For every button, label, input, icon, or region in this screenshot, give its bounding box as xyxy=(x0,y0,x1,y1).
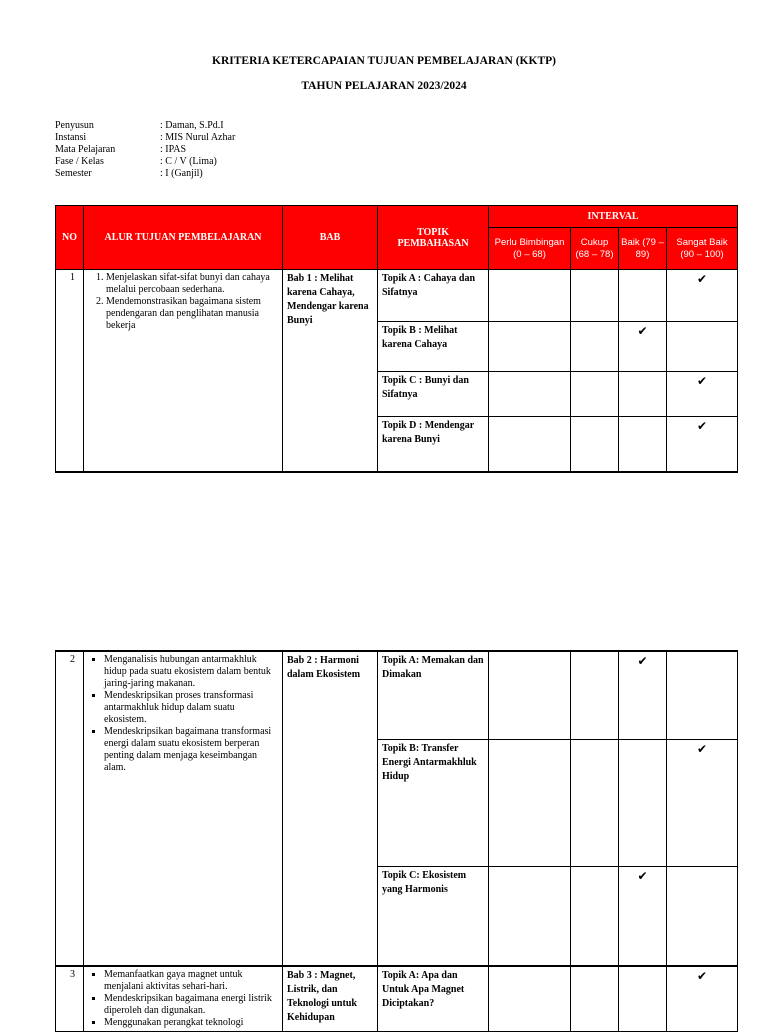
interval-cell-sangat xyxy=(667,739,738,866)
interval-cell-perlu xyxy=(489,322,571,372)
alur-list xyxy=(88,272,278,332)
info-value: : C / V (Lima) xyxy=(160,156,217,167)
table-row xyxy=(56,651,738,739)
interval-cell-baik xyxy=(619,966,667,1032)
kktp-table-continued xyxy=(55,650,738,1032)
header-alur: ALUR TUJUAN PEMBELAJARAN xyxy=(84,206,283,270)
interval-cell-sangat xyxy=(667,372,738,417)
header-bab: BAB xyxy=(283,206,378,270)
alur-cell xyxy=(84,966,283,1032)
topik-cell: Topik B : Melihat karena Cahaya xyxy=(378,322,489,372)
interval-cell-cukup xyxy=(571,739,619,866)
topik-cell: Topik C: Ekosistem yang Harmonis xyxy=(378,866,489,966)
interval-cell-baik xyxy=(619,866,667,966)
alur-item: ▪ Mendeskripsikan bagaimana transformasi energi dalam suatu ekosistem berperan penting dalam menjaga keseimbangan alam. xyxy=(104,726,278,774)
topik-cell: Topik B: Transfer Energi Antarmakhluk Hidup xyxy=(378,739,489,866)
interval-cell-cukup xyxy=(571,322,619,372)
interval-cell-baik xyxy=(619,322,667,372)
interval-cell-baik xyxy=(619,270,667,322)
topik-cell: Topik A: Memakan dan Dimakan xyxy=(378,651,489,739)
interval-cell-baik xyxy=(619,739,667,866)
alur-item: ▪ Menganalisis hubungan antarmakhluk hidup pada suatu ekosistem dalam bentuk jaring-jaring makanan. xyxy=(104,654,278,690)
info-block xyxy=(55,120,235,180)
checkmark-icon: ✔ xyxy=(696,272,708,286)
interval-cell-cukup xyxy=(571,651,619,739)
interval-cell-cukup xyxy=(571,966,619,1032)
row-number: 3 xyxy=(56,966,84,1032)
alur-list xyxy=(88,654,278,774)
header-baik: Baik (79 – 89) xyxy=(619,228,667,270)
info-label: Penyusun xyxy=(55,120,94,131)
checkmark-icon: ✔ xyxy=(637,654,648,668)
alur-item: ▪ Mendeskripsikan proses transformasi antarmakhluk hidup dalam suatu ekosistem. xyxy=(104,690,278,726)
interval-cell-cukup xyxy=(571,417,619,472)
bab-cell: Bab 3 : Magnet, Listrik, dan Teknologi untuk Kehidupan xyxy=(283,966,378,1032)
checkmark-icon: ✔ xyxy=(696,374,708,388)
kktp-table xyxy=(55,205,738,473)
alur-cell xyxy=(84,651,283,966)
bab-cell: Bab 2 : Harmoni dalam Ekosistem xyxy=(283,651,378,966)
table-row xyxy=(56,966,738,1032)
interval-cell-baik xyxy=(619,417,667,472)
info-row xyxy=(55,156,235,168)
alur-item: ▪ Memanfaatkan gaya magnet untuk menjalani aktivitas sehari-hari. xyxy=(104,969,278,993)
checkmark-icon: ✔ xyxy=(696,741,708,756)
interval-cell-sangat xyxy=(667,270,738,322)
interval-cell-sangat xyxy=(667,322,738,372)
topik-cell: Topik A: Apa dan Untuk Apa Magnet Diciptakan? xyxy=(378,966,489,1032)
interval-cell-perlu xyxy=(489,651,571,739)
interval-cell-sangat xyxy=(667,966,738,1032)
checkmark-icon: ✔ xyxy=(696,419,708,433)
alur-item: ▪ Mendeskripsikan bagaimana energi listrik diperoleh dan digunakan. xyxy=(104,993,278,1017)
interval-cell-perlu xyxy=(489,372,571,417)
interval-cell-cukup xyxy=(571,372,619,417)
document-subtitle: TAHUN PELAJARAN 2023/2024 xyxy=(301,80,467,92)
topik-cell: Topik A : Cahaya dan Sifatnya xyxy=(378,270,489,322)
alur-item: 1. Menjelaskan sifat-sifat bunyi dan cahaya melalui percobaan sederhana. xyxy=(106,272,278,296)
info-value: : I (Ganjil) xyxy=(160,168,203,179)
interval-cell-perlu xyxy=(489,866,571,966)
header-perlu-bimbingan: Perlu Bimbingan (0 – 68) xyxy=(489,228,571,270)
table-row xyxy=(56,270,738,322)
info-row xyxy=(55,132,235,144)
row-number: 2 xyxy=(56,651,84,966)
checkmark-icon: ✔ xyxy=(637,868,648,883)
header-interval: INTERVAL xyxy=(489,206,738,228)
interval-cell-sangat xyxy=(667,866,738,966)
info-label: Fase / Kelas xyxy=(55,156,104,167)
topik-cell: Topik D : Mendengar karena Bunyi xyxy=(378,417,489,472)
header-topik: TOPIK PEMBAHASAN xyxy=(378,206,489,270)
info-row xyxy=(55,144,235,156)
row-number: 1 xyxy=(56,270,84,472)
header-no: NO xyxy=(56,206,84,270)
interval-cell-baik xyxy=(619,651,667,739)
interval-cell-sangat xyxy=(667,417,738,472)
interval-cell-cukup xyxy=(571,866,619,966)
document-title: KRITERIA KETERCAPAIAN TUJUAN PEMBELAJARAN (KKTP) xyxy=(212,55,556,67)
info-label: Instansi xyxy=(55,132,87,143)
topik-cell: Topik C : Bunyi dan Sifatnya xyxy=(378,372,489,417)
header-cukup: Cukup (68 – 78) xyxy=(571,228,619,270)
info-label: Mata Pelajaran xyxy=(55,144,116,155)
checkmark-icon: ✔ xyxy=(696,969,708,983)
info-row xyxy=(55,168,235,180)
alur-cell xyxy=(84,270,283,472)
alur-item: 2. Mendemonstrasikan bagaimana sistem pendengaran dan penglihatan manusia bekerja xyxy=(106,296,278,332)
interval-cell-perlu xyxy=(489,966,571,1032)
checkmark-icon: ✔ xyxy=(637,324,648,338)
interval-cell-perlu xyxy=(489,270,571,322)
interval-cell-perlu xyxy=(489,417,571,472)
alur-item: ▪ Menggunakan perangkat teknologi xyxy=(104,1017,278,1029)
info-row xyxy=(55,120,235,132)
interval-cell-perlu xyxy=(489,739,571,866)
bab-cell: Bab 1 : Melihat karena Cahaya, Mendengar karena Bunyi xyxy=(283,270,378,472)
info-value: : Daman, S.Pd.I xyxy=(160,120,224,131)
alur-list xyxy=(88,969,278,1029)
info-value: : IPAS xyxy=(160,144,187,155)
interval-cell-baik xyxy=(619,372,667,417)
interval-cell-sangat xyxy=(667,651,738,739)
info-label: Semester xyxy=(55,168,92,179)
info-value: : MIS Nurul Azhar xyxy=(160,132,236,143)
interval-cell-cukup xyxy=(571,270,619,322)
header-sangat-baik: Sangat Baik (90 – 100) xyxy=(667,228,738,270)
